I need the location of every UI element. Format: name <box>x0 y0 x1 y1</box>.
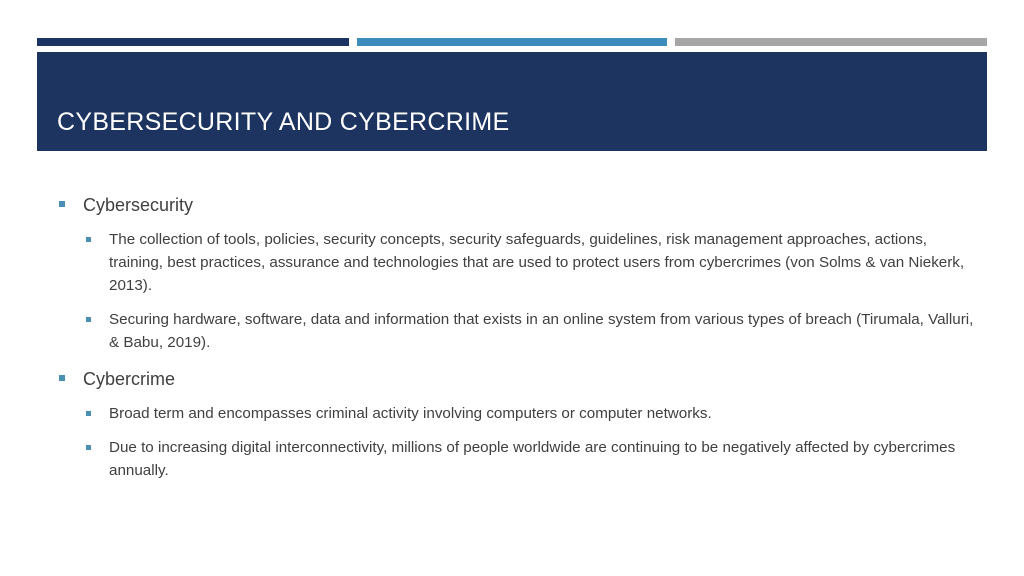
section-heading-cybersecurity: Cybersecurity <box>83 195 194 215</box>
section-heading-cybercrime: Cybercrime <box>83 369 176 389</box>
bullet-square-icon <box>59 375 65 381</box>
bullet-square-icon <box>86 445 91 450</box>
slide-title: CYBERSECURITY AND CYBERCRIME <box>57 108 510 136</box>
list-item: The collection of tools, policies, security concepts, security safeguards, guidelines, risk management approaches, actions, training, best practices, assurance and technologies that are used to protect users from cybercrimes (von Solms & van Niekerk, 2013). <box>109 231 965 294</box>
bullet-square-icon <box>86 411 91 416</box>
list-item: Broad term and encompasses criminal activity involving computers or computer networks. <box>109 405 712 422</box>
bullet-square-icon <box>59 201 65 207</box>
bullet-square-icon <box>86 237 91 242</box>
list-item: Securing hardware, software, data and information that exists in an online system from various types of breach (Tirumala, Valluri, & Babu, 2019). <box>109 311 974 351</box>
list-item: Due to increasing digital interconnectivity, millions of people worldwide are continuing to be negatively affected by cybercrimes annually. <box>109 439 956 479</box>
bullet-square-icon <box>86 317 91 322</box>
